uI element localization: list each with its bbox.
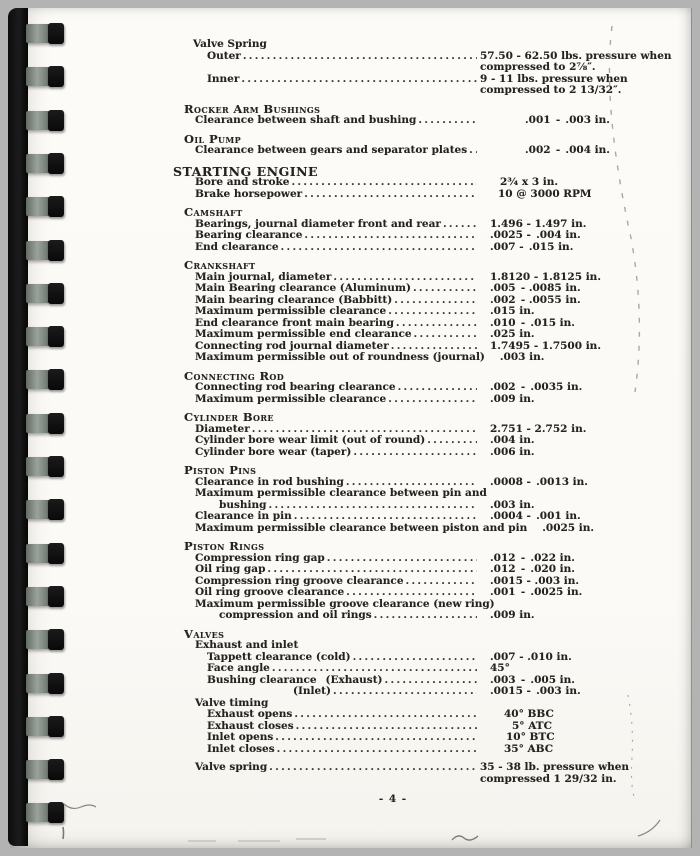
dot-leader [281, 242, 477, 254]
spec-row [173, 283, 678, 295]
spec-value: .0008 - .0013 in. [490, 475, 588, 488]
spec-label: Bore and stroke [195, 176, 290, 188]
spec-label: Inner [207, 72, 240, 85]
spec-label: Oil ring groove clearance [195, 586, 345, 598]
dot-leader [413, 283, 477, 295]
spec-label: Maximum permissible clearance between piston and pin [195, 521, 528, 534]
spec-label: Cylinder bore wear limit (out of round) [195, 434, 426, 446]
section-heading: Connecting Rod [184, 368, 285, 383]
spec-label: Main journal, diameter [195, 270, 332, 283]
dot-leader [269, 762, 477, 774]
spec-label: Connecting rod bearing clearance [195, 381, 396, 393]
spec-value: 1.8120 - 1.8125 in. [490, 270, 601, 283]
dot-leader [418, 115, 477, 127]
spec-label: Inlet closes [207, 742, 275, 755]
dot-leader [252, 424, 477, 436]
spec-row [173, 51, 678, 74]
spec-value: .0015 - .003 in. [490, 574, 580, 587]
spec-section [173, 412, 678, 458]
spec-section [173, 131, 678, 157]
dot-leader [277, 744, 477, 756]
dot-leader [406, 576, 477, 588]
spec-label: Clearance in rod bushing [195, 475, 344, 488]
dot-leader [304, 189, 477, 201]
spec-row [173, 394, 678, 406]
spec-row [173, 189, 678, 201]
binding-tooth [26, 326, 64, 347]
spec-row [173, 306, 678, 318]
binding-tooth-cap [48, 66, 64, 87]
spec-value: 57.50 - 62.50 lbs. pressure when compressed to 2⅞″. [480, 49, 672, 73]
spec-value: 2¾ x 3 in. [500, 176, 559, 188]
dot-leader [346, 477, 477, 489]
comb-binding-spine [8, 8, 28, 846]
sub-heading: Exhaust and inlet [195, 639, 299, 651]
spec-section [173, 163, 678, 201]
spec-document [173, 39, 678, 806]
binding-tooth [26, 23, 64, 44]
spec-label: Compression ring gap [195, 551, 325, 564]
spec-row [173, 511, 678, 523]
spec-value: .003 in. [499, 351, 545, 363]
binding-tooth [26, 456, 64, 477]
spec-row [173, 732, 678, 744]
section-heading: Cylinder Bore [184, 410, 274, 424]
spec-label: Cylinder bore wear (taper) [195, 445, 352, 458]
dot-leader [304, 230, 477, 242]
spec-value: .009 in. [490, 609, 535, 621]
spec-label: Maximum permissible end clearance [195, 328, 412, 340]
spec-label: Inlet opens [207, 731, 274, 743]
binding-tooth-cap [48, 499, 64, 520]
spec-value: 2.751 - 2.752 in. [490, 422, 587, 435]
binding-tooth [26, 369, 64, 390]
spec-label: compression and oil rings [219, 609, 372, 621]
binding-tooth [26, 240, 64, 261]
section-heading: Camshaft [184, 205, 243, 219]
spec-value: 40° BBC [504, 708, 554, 720]
spec-row [173, 74, 678, 97]
spec-label: Exhaust closes [207, 719, 294, 732]
section-heading: Piston Rings [184, 539, 265, 553]
binding-tooth [26, 196, 64, 217]
spec-row [173, 382, 678, 394]
spec-value: .0015 - .003 in. [490, 685, 581, 697]
spec-row [173, 587, 678, 599]
dot-leader [327, 553, 477, 565]
spec-label: End clearance front main bearing [195, 316, 394, 329]
spec-value: 35 - 38 lb. pressure when compressed 1 29/32 in. [480, 761, 630, 785]
spec-section [173, 39, 678, 97]
binding-tooth [26, 586, 64, 607]
spec-label: Maximum permissible clearance [195, 392, 387, 405]
dot-leader [385, 675, 477, 687]
spec-value: 1.7495 - 1.7500 in. [490, 339, 601, 352]
binding-tooth-cap [48, 110, 64, 131]
spec-value: .0025 - .004 in. [490, 229, 581, 241]
binding-tooth [26, 629, 64, 650]
binding-tooth-cap [48, 543, 64, 564]
dot-leader [388, 306, 477, 318]
binding-tooth [26, 759, 64, 780]
spec-row [173, 744, 678, 756]
spec-value: .012 - .022 in. [490, 551, 575, 564]
spec-label: Maximum permissible out of roundness (journal) [195, 351, 485, 363]
dot-leader [353, 447, 477, 459]
binding-tooth-cap [48, 283, 64, 304]
spec-value: .015 in. [490, 305, 535, 317]
spec-value: .003 - .005 in. [490, 673, 575, 686]
spec-label: Clearance between gears and separator plates [195, 144, 468, 156]
binding-tooth-cap [48, 153, 64, 174]
spec-label: Bearing clearance [195, 229, 303, 241]
binding-tooth-cap [48, 586, 64, 607]
page-number: - 4 - [378, 793, 408, 805]
binding-tooth [26, 802, 64, 823]
section-heading: Valve Spring [193, 38, 267, 50]
spec-label: Brake horsepower [195, 187, 303, 200]
spec-label: (Inlet) [293, 685, 332, 697]
spec-value: .002 - .0055 in. [490, 293, 581, 306]
spec-row [173, 242, 678, 254]
spec-value: .002 - .004 in. [525, 144, 610, 156]
binding-tooth-cap [48, 196, 64, 217]
spec-label: Connecting rod journal diameter [195, 339, 389, 352]
dot-leader [333, 686, 477, 698]
dot-leader [346, 587, 477, 599]
spec-value: .003 in. [490, 498, 535, 511]
section-heading: Rocker Arm Bushings [184, 101, 321, 116]
dot-leader [388, 394, 477, 406]
spec-label: Face angle [207, 662, 270, 674]
section-heading: Oil Pump [184, 131, 242, 146]
sub-heading: Valve timing [195, 696, 269, 709]
spec-label-line1: Maximum permissible clearance between pin and [195, 487, 487, 499]
spec-value: 9 - 11 lbs. pressure when compressed to 2 13/32″. [480, 72, 628, 96]
spec-label: End clearance [195, 240, 279, 253]
spec-value: .0004 - .001 in. [490, 510, 581, 522]
binding-tooth-cap [48, 413, 64, 434]
section-heading: Crankshaft [184, 258, 256, 272]
binding-tooth [26, 716, 64, 737]
binding-tooth-cap [48, 23, 64, 44]
spec-value: 45° [490, 662, 510, 674]
spec-label: Valve spring [195, 761, 268, 773]
dot-leader [272, 663, 477, 675]
binding-tooth-cap [48, 456, 64, 477]
binding-tooth [26, 66, 64, 87]
spec-section [173, 207, 678, 253]
spec-value: .009 in. [490, 392, 535, 405]
dot-leader [469, 145, 477, 157]
spec-value: .0025 in. [542, 521, 595, 534]
spec-row [173, 610, 678, 622]
dot-leader [243, 51, 477, 63]
spec-value: .006 in. [490, 445, 535, 458]
spec-row [173, 230, 678, 242]
spec-section [173, 465, 678, 534]
binding-tooth-cap [48, 759, 64, 780]
dot-leader [294, 511, 477, 523]
spec-value: 5° ATC [512, 719, 552, 732]
dot-leader [396, 318, 477, 330]
spec-row [173, 523, 678, 535]
spec-value: 1.496 - 1.497 in. [490, 217, 587, 230]
section-heading: Piston Pins [184, 463, 257, 477]
spec-value: 10 @ 3000 RPM [498, 187, 592, 200]
spec-row [173, 447, 678, 459]
spec-row [173, 762, 678, 785]
spec-section [173, 260, 678, 364]
spec-label: Oil ring gap [195, 563, 266, 575]
spec-label: bushing [219, 498, 267, 511]
dot-leader [241, 74, 477, 86]
dot-leader [394, 295, 477, 307]
binding-tooth-cap [48, 629, 64, 650]
spec-value: .001 - .003 in. [525, 114, 610, 126]
spec-value: .005 - .0085 in. [490, 282, 581, 294]
binding-tooth [26, 543, 64, 564]
spec-value: 35° ABC [504, 742, 554, 755]
dot-leader [398, 382, 477, 394]
binding-tooth [26, 413, 64, 434]
spec-value: .007 - .010 in. [490, 650, 572, 663]
spec-row [173, 145, 678, 157]
spec-row [173, 663, 678, 675]
spec-value: .007 - .015 in. [490, 240, 574, 253]
dot-leader [353, 652, 477, 664]
spec-row [173, 352, 678, 364]
spec-section [173, 626, 678, 756]
binding-tooth [26, 153, 64, 174]
spec-label: Compression ring groove clearance [195, 574, 404, 587]
spec-row [173, 564, 678, 576]
spec-label: Tappett clearance (cold) [207, 650, 351, 663]
spec-section [173, 541, 678, 622]
binding-tooth-cap [48, 369, 64, 390]
binding-tooth [26, 673, 64, 694]
spec-label: Clearance between shaft and bushing [195, 114, 417, 126]
dot-leader [427, 435, 477, 447]
binding-tooth [26, 110, 64, 131]
spec-row [173, 675, 678, 687]
dot-leader [267, 564, 477, 576]
spec-row [173, 435, 678, 447]
spec-row [173, 177, 678, 189]
binding-tooth [26, 283, 64, 304]
dot-leader [443, 219, 477, 231]
dot-leader [296, 721, 477, 733]
dot-leader [294, 709, 477, 721]
binding-tooth-cap [48, 326, 64, 347]
binding-tooth-cap [48, 716, 64, 737]
spec-section [173, 762, 678, 785]
spec-section [173, 368, 678, 406]
spec-row [173, 329, 678, 341]
spec-row [173, 709, 678, 721]
spec-label: Bushing clearance (Exhaust) [207, 673, 383, 686]
dot-leader [275, 732, 477, 744]
binding-tooth-cap [48, 802, 64, 823]
spec-label: Main Bearing clearance (Aluminum) [195, 282, 411, 294]
manual-page [10, 8, 692, 848]
spec-label-line1: Maximum permissible groove clearance (new ring) [195, 597, 495, 610]
spec-row [173, 115, 678, 127]
spec-label: Bearings, journal diameter front and rear [195, 217, 441, 230]
dot-leader [269, 500, 478, 512]
spec-row [173, 686, 678, 698]
dot-leader [414, 329, 477, 341]
dot-leader [374, 610, 477, 622]
spec-value: .025 in. [490, 328, 535, 340]
spec-value: .012 - .020 in. [490, 563, 575, 575]
spec-label: Main bearing clearance (Babbitt) [195, 293, 393, 306]
spec-value: 10° BTC [506, 731, 555, 743]
spec-value: .001 - .0025 in. [490, 586, 583, 598]
binding-tooth-cap [48, 240, 64, 261]
spec-label: Exhaust opens [207, 708, 293, 720]
binding-tooth [26, 499, 64, 520]
binding-tooth-cap [48, 673, 64, 694]
spec-label: Clearance in pin [195, 510, 292, 522]
dot-leader [391, 341, 477, 353]
section-heading: STARTING ENGINE [173, 163, 319, 179]
spec-value: .002 - .0035 in. [490, 381, 583, 393]
spec-section [173, 101, 678, 127]
section-heading: Valves [184, 626, 225, 641]
spec-label: Maximum permissible clearance [195, 305, 387, 317]
spec-label: Outer [207, 49, 241, 62]
spec-label: Diameter [195, 422, 250, 435]
spec-value: .010 - .015 in. [490, 316, 575, 329]
spec-list [173, 39, 678, 785]
spec-value: .004 in. [490, 434, 535, 446]
dot-leader [333, 272, 477, 284]
dot-leader [291, 177, 477, 189]
